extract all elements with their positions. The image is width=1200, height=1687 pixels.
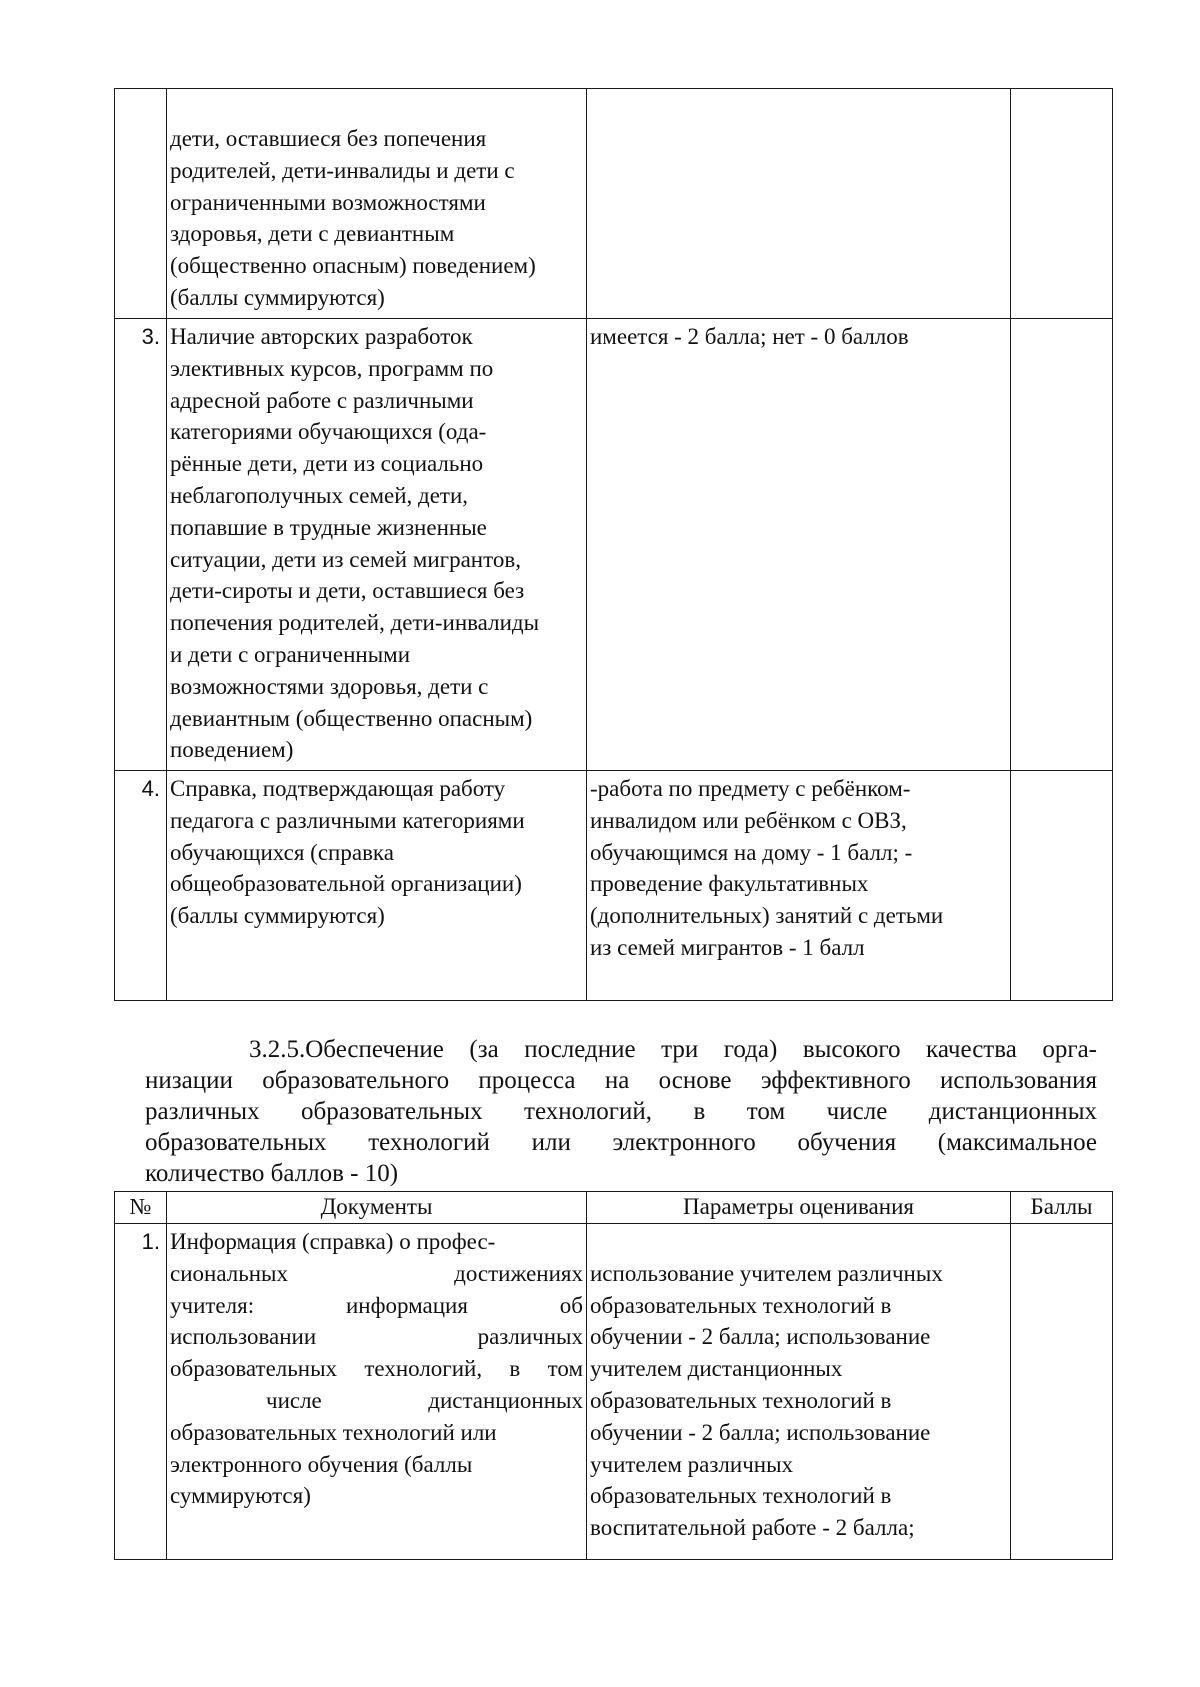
section-heading-paragraph	[145, 1034, 1097, 1189]
table-row	[115, 1224, 1113, 1560]
text-line: рённые дети, дети из социально	[170, 451, 484, 477]
text-line: Наличие авторских разработок	[170, 324, 473, 349]
table-header-row	[115, 1192, 1113, 1224]
column-header-params: Параметры оценивания	[587, 1192, 1011, 1224]
text-line: ситуации, дети из семей мигрантов,	[170, 546, 521, 572]
text-line: (общественно опасным) поведением)	[170, 253, 536, 279]
document-cell	[167, 771, 587, 1001]
text-line: из семей мигрантов - 1 балл	[590, 934, 865, 960]
text-line: дети-сироты и дети, оставшиеся без	[170, 578, 525, 604]
row-number-cell: 4.	[115, 771, 167, 1001]
text-line: использование учителем различных	[590, 1260, 943, 1286]
points-cell	[1011, 319, 1113, 771]
text-line: возможностями здоровья, дети с	[170, 673, 489, 699]
column-header-documents: Документы	[167, 1192, 587, 1224]
text-line: различных образовательных технологий, в том числе дистанционных	[145, 1098, 1097, 1125]
text-line: инвалидом или ребёнком с ОВЗ,	[590, 807, 907, 833]
text-line: категориями обучающихся (ода-	[170, 419, 487, 445]
text-line: адресной работе с различными	[170, 387, 474, 413]
criteria-table-bottom	[114, 1191, 1113, 1560]
table-row	[115, 89, 1113, 319]
text-line: элективных курсов, программ по	[170, 355, 494, 381]
text-line: родителей, дети-инвалиды и дети с	[170, 157, 515, 183]
table-row	[115, 319, 1113, 771]
points-cell	[1011, 89, 1113, 319]
text-line: образовательных технологий в	[590, 1483, 892, 1509]
text-line: использовании различных	[170, 1324, 583, 1350]
text-line: неблагополучных семей, дети,	[170, 482, 469, 508]
text-line: (баллы суммируются)	[170, 284, 385, 310]
text-line: сиональных достижениях	[170, 1260, 583, 1286]
text-line: проведение факультативных	[590, 871, 869, 897]
params-cell	[587, 89, 1011, 319]
row-number-cell: 3.	[115, 319, 167, 771]
table-row	[115, 771, 1113, 1001]
text-line: количество баллов - 10)	[145, 1160, 399, 1187]
text-line: обучении - 2 балла; использование	[590, 1419, 931, 1445]
params-cell	[587, 1224, 1011, 1560]
document-cell	[167, 1224, 587, 1560]
text-line: ограниченными возможностями	[170, 189, 486, 215]
criteria-table-top	[114, 88, 1113, 1001]
text-line: 3.2.5.Обеспечение (за последние три года) высокого качества орга-	[249, 1036, 1097, 1063]
text-line: общеобразовательной организации)	[170, 871, 522, 897]
text-line: низации образовательного процесса на основе эффективного использования	[145, 1067, 1097, 1094]
text-line: Информация (справка) о профес-	[170, 1229, 496, 1254]
row-number-cell: 1.	[115, 1224, 167, 1560]
text-line: учителем различных	[590, 1451, 794, 1477]
text-line: электронного обучения (баллы	[170, 1451, 473, 1477]
document-cell	[167, 319, 587, 771]
text-line: Справка, подтверждающая работу	[170, 776, 506, 801]
text-line: девиантным (общественно опасным)	[170, 705, 533, 731]
params-cell	[587, 319, 1011, 771]
column-header-points: Баллы	[1011, 1192, 1113, 1224]
text-line: образовательных технологий или электронного обучения (максимальное	[145, 1129, 1097, 1156]
text-line: поведением)	[170, 737, 294, 763]
text-line: учителем дистанционных	[590, 1356, 843, 1382]
text-line: -работа по предмету с ребёнком-	[590, 776, 911, 801]
text-line	[590, 1226, 1007, 1258]
text-line: (дополнительных) занятий с детьми	[590, 903, 944, 929]
text-line: воспитательной работе - 2 балла;	[590, 1515, 915, 1541]
text-line: образовательных технологий в	[590, 1387, 892, 1413]
text-line: суммируются)	[170, 1483, 311, 1509]
row-number-cell	[115, 89, 167, 319]
text-line: педагога с различными категориями	[170, 807, 525, 833]
column-header-number: №	[115, 1192, 167, 1224]
text-line: (баллы суммируются)	[170, 903, 385, 929]
text-line: попавшие в трудные жизненные	[170, 514, 487, 540]
text-line: образовательных технологий в	[590, 1292, 892, 1318]
text-line: образовательных технологий, в том	[170, 1356, 583, 1382]
text-line: здоровья, дети с девиантным	[170, 221, 455, 247]
points-cell	[1011, 771, 1113, 1001]
text-line: учителя: информация об	[170, 1292, 583, 1318]
document-cell	[167, 89, 587, 319]
text-line: имеется - 2 балла; нет - 0 баллов	[590, 324, 909, 349]
params-cell	[587, 771, 1011, 1001]
text-line: числе дистанционных	[266, 1387, 583, 1413]
points-cell	[1011, 1224, 1113, 1560]
text-line: обучающимся на дому - 1 балл; -	[590, 839, 913, 865]
text-line: попечения родителей, дети-инвалиды	[170, 610, 540, 636]
text-line: и дети с ограниченными	[170, 641, 411, 667]
text-line: обучении - 2 балла; использование	[590, 1324, 931, 1350]
text-line: образовательных технологий или	[170, 1419, 497, 1445]
text-line: дети, оставшиеся без попечения	[170, 126, 487, 151]
text-line: обучающихся (справка	[170, 839, 394, 865]
